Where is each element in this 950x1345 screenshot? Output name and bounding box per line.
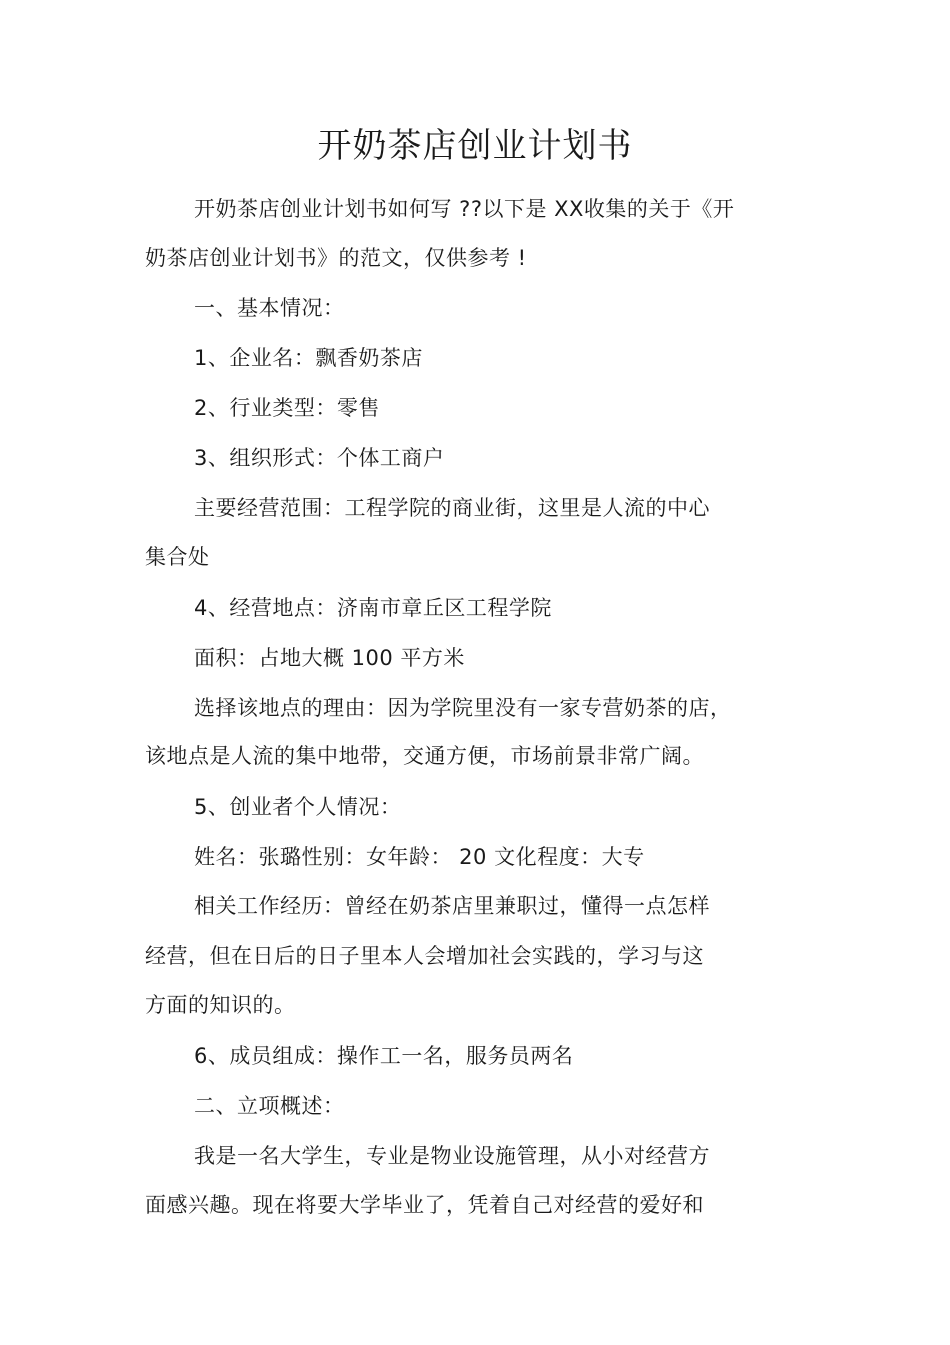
body-line-7: 主要经营范围：工程学院的商业街，这里是人流的中心 xyxy=(194,496,710,520)
body-line-9: 4、经营地点：济南市章丘区工程学院 xyxy=(194,596,552,620)
body-line-15: 相关工作经历：曾经在奶茶店里兼职过，懂得一点怎样 xyxy=(194,894,710,918)
body-line-12: 该地点是人流的集中地带，交通方便，市场前景非常广阔。 xyxy=(145,744,704,768)
document-title: 开奶茶店创业计划书 xyxy=(317,126,633,166)
body-line-14: 姓名：张璐性别：女年龄： 20 文化程度：大专 xyxy=(194,845,645,869)
body-line-18: 6、成员组成：操作工一名，服务员两名 xyxy=(194,1044,574,1068)
section-heading-overview: 二、立项概述： xyxy=(194,1094,345,1118)
body-line-20: 我是一名大学生，专业是物业设施管理，从小对经营方 xyxy=(194,1144,710,1168)
body-line-10: 面积：占地大概 100 平方米 xyxy=(194,646,465,670)
body-line-8: 集合处 xyxy=(145,545,210,569)
body-line-5: 2、行业类型：零售 xyxy=(194,396,380,420)
body-line-6: 3、组织形式：个体工商户 xyxy=(194,446,445,470)
body-line-17: 方面的知识的。 xyxy=(145,993,296,1017)
section-heading-basic: 一、基本情况： xyxy=(194,296,345,320)
body-line-1: 开奶茶店创业计划书如何写 ??以下是 XX收集的关于《开 xyxy=(194,197,735,221)
body-line-21: 面感兴趣。现在将要大学毕业了，凭着自己对经营的爱好和 xyxy=(145,1193,704,1217)
body-line-11: 选择该地点的理由：因为学院里没有一家专营奶茶的店， xyxy=(194,696,732,720)
body-line-2: 奶茶店创业计划书》的范文，仅供参考 ! xyxy=(145,246,527,270)
body-line-4: 1、企业名：飘香奶茶店 xyxy=(194,346,423,370)
body-line-13: 5、创业者个人情况： xyxy=(194,795,402,819)
body-line-16: 经营，但在日后的日子里本人会增加社会实践的，学习与这 xyxy=(145,944,704,968)
